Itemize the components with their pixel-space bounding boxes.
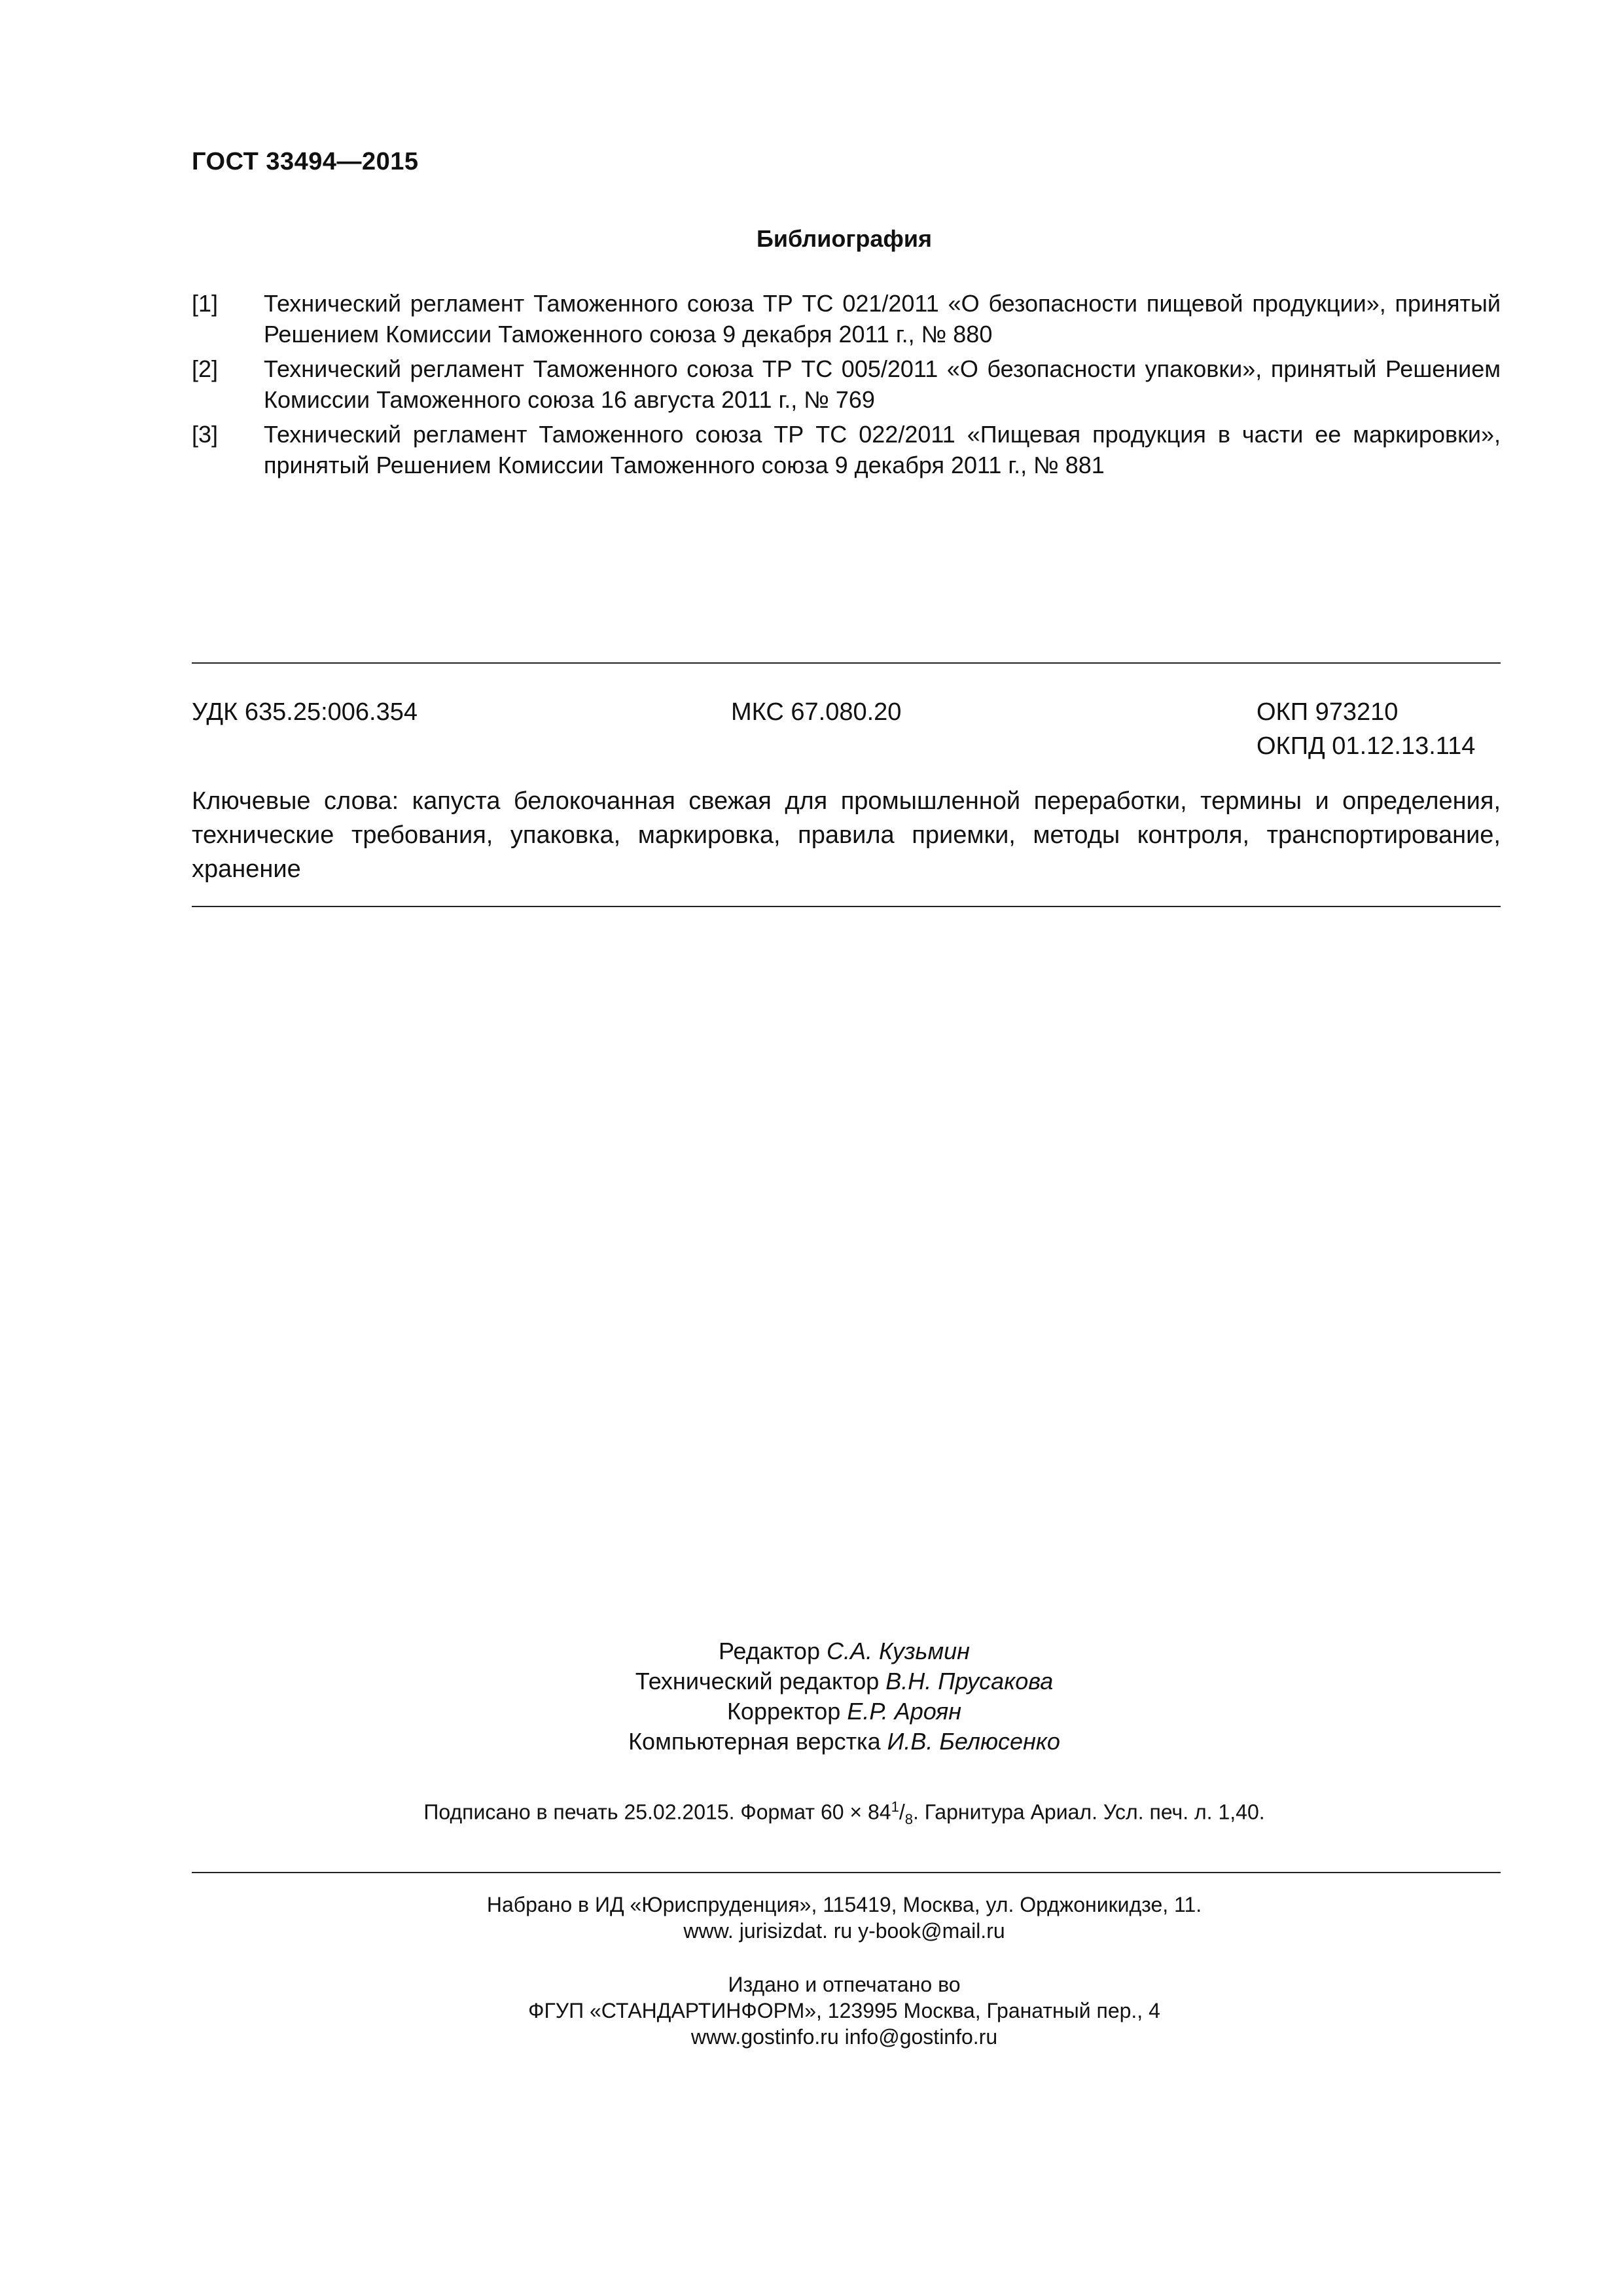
bibliography-item bbox=[192, 353, 1501, 415]
credit-layout-name: И.В. Белюсенко bbox=[887, 1728, 1060, 1755]
format-sup: 1 bbox=[891, 1799, 899, 1815]
publisher-info: ФГУП «СТАНДАРТИНФОРМ», 123995 Москва, Гранатный пер., 4 bbox=[528, 1999, 1160, 2022]
published-info: Издано и отпечатано во bbox=[728, 1973, 961, 1996]
bibliography-item-text: Технический регламент Таможенного союза ТР ТС 022/2011 «Пищевая продукция в части ее маркировки», принятый Решением Комиссии Таможенного союза 9 декабря 2011 г., № 881 bbox=[264, 421, 1501, 478]
okp-codes bbox=[1257, 695, 1475, 763]
bibliography-list bbox=[192, 288, 1501, 484]
credit-tech-editor bbox=[0, 1666, 1623, 1696]
classification-codes bbox=[192, 695, 1501, 761]
keywords: Ключевые слова: капуста белокочанная свежая для промышленной переработки, термины и определения, технические требования, упаковка, маркировка, правила приемки, методы контроля, транспортирование, хранение bbox=[192, 787, 1501, 883]
format-slash: / bbox=[899, 1800, 905, 1824]
bibliography-item bbox=[192, 288, 1501, 350]
format-sub: 8 bbox=[904, 1811, 913, 1828]
okp-code: ОКП 973210 bbox=[1257, 698, 1399, 726]
imprint-footer bbox=[0, 1892, 1623, 2050]
credit-corrector-name: Е.Р. Ароян bbox=[847, 1698, 962, 1725]
print-signed-after: . Гарнитура Ариал. Усл. печ. л. 1,40. bbox=[912, 1800, 1265, 1824]
credit-corrector-label: Корректор bbox=[726, 1698, 841, 1725]
footer-gap bbox=[0, 1944, 1623, 1971]
divider-footer bbox=[192, 1872, 1501, 1873]
typeset-web: www. jurisizdat. ru y-book@mail.ru bbox=[683, 1919, 1005, 1943]
bibliography-title: Библиография bbox=[757, 225, 932, 252]
divider-top bbox=[192, 662, 1501, 664]
bibliography-item-text: Технический регламент Таможенного союза ТР ТС 021/2011 «О безопасности пищевой продукции», принятый Решением Комиссии Таможенного союза 9 декабря 2011 г., № 880 bbox=[264, 290, 1501, 348]
okpd-code: ОКПД 01.12.13.114 bbox=[1257, 732, 1476, 760]
credit-editor-label: Редактор bbox=[719, 1638, 820, 1664]
bibliography-item-number: [2] bbox=[192, 355, 219, 382]
credit-corrector bbox=[0, 1696, 1623, 1727]
mks-code: МКС 67.080.20 bbox=[731, 698, 902, 726]
bibliography-item-number: [3] bbox=[192, 421, 219, 448]
credit-layout-label: Компьютерная верстка bbox=[628, 1728, 881, 1755]
credits-block bbox=[0, 1636, 1623, 1757]
bibliography-item-text: Технический регламент Таможенного союза ТР ТС 005/2011 «О безопасности упаковки», принятый Решением Комиссии Таможенного союза 16 августа 2011 г., № 769 bbox=[264, 355, 1501, 413]
print-signed-before: Подписано в печать 25.02.2015. Формат 60 × 84 bbox=[423, 1800, 891, 1824]
credit-tech-editor-name: В.Н. Прусакова bbox=[885, 1668, 1054, 1695]
bibliography-item bbox=[192, 419, 1501, 480]
credit-editor-name: С.А. Кузьмин bbox=[826, 1638, 970, 1664]
divider-keywords bbox=[192, 906, 1501, 907]
bibliography-item-number: [1] bbox=[192, 290, 219, 317]
print-signed-line bbox=[0, 1799, 1623, 1828]
credit-editor bbox=[0, 1636, 1623, 1666]
credit-layout bbox=[0, 1727, 1623, 1757]
standard-header: ГОСТ 33494—2015 bbox=[192, 148, 419, 175]
credit-tech-editor-label: Технический редактор bbox=[635, 1668, 880, 1695]
publisher-web: www.gostinfo.ru info@gostinfo.ru bbox=[690, 2025, 998, 2049]
udk-code: УДК 635.25:006.354 bbox=[192, 698, 418, 726]
typeset-info: Набрано в ИД «Юриспруденция», 115419, Москва, ул. Орджоникидзе, 11. bbox=[486, 1893, 1202, 1916]
